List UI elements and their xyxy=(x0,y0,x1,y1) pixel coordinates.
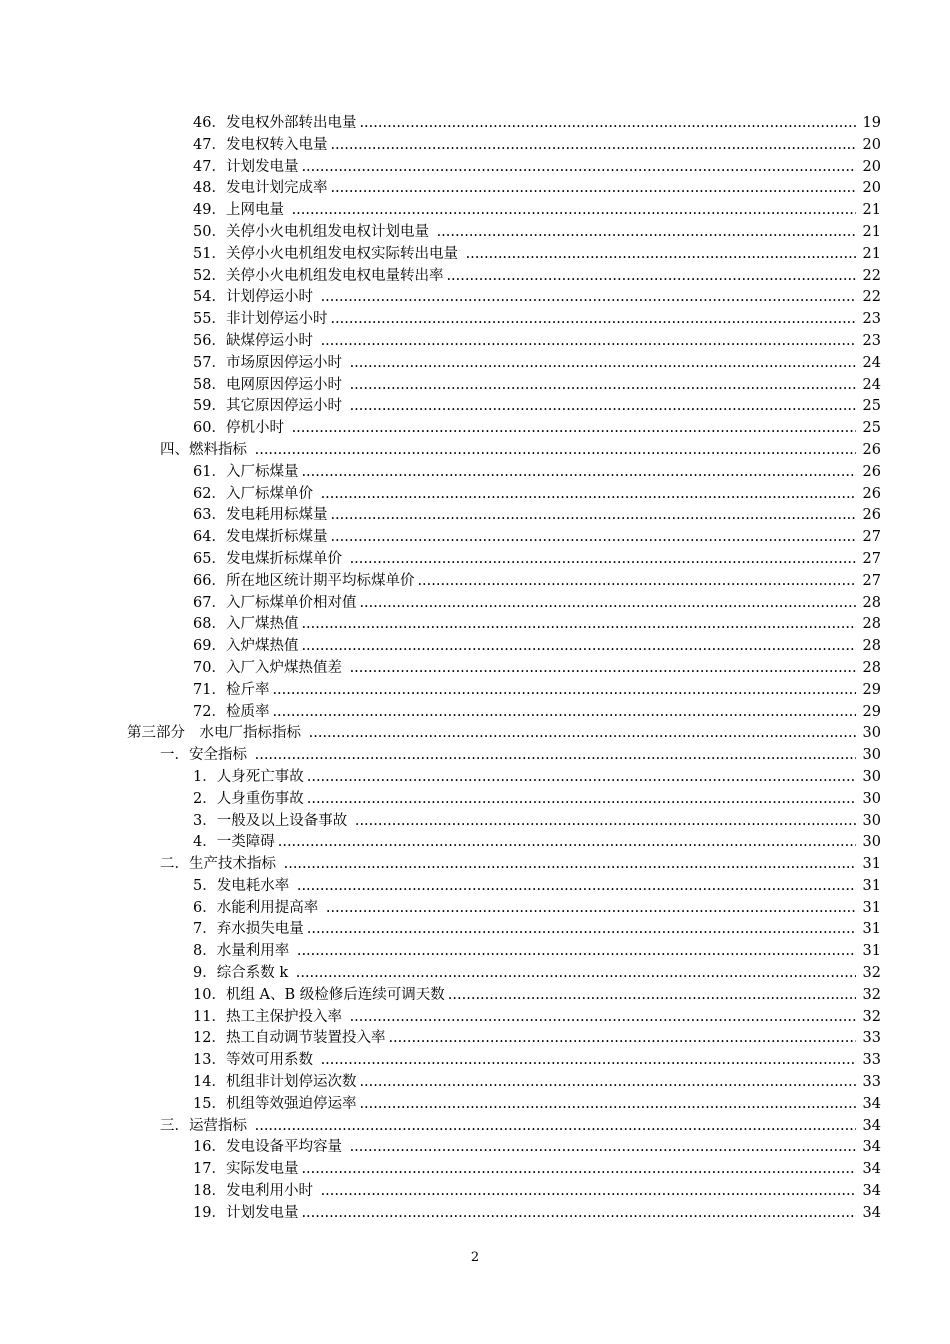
toc-entry-label: 64．发电煤折标煤量 xyxy=(193,529,328,546)
toc-entry-page-number: 34 xyxy=(862,1139,881,1156)
toc-entry-page-number: 24 xyxy=(862,376,881,393)
toc-entry-page-number: 25 xyxy=(862,398,881,415)
toc-entry-page-number: 29 xyxy=(862,681,881,698)
toc-entry-page-number: 23 xyxy=(862,332,881,349)
toc-entry[interactable] xyxy=(0,135,950,157)
toc-entry-label: 48．发电计划完成率 xyxy=(193,180,328,197)
toc-entry-page-number: 31 xyxy=(862,899,881,916)
toc-entry-page-number: 27 xyxy=(862,529,881,546)
toc-entry[interactable] xyxy=(0,353,950,375)
toc-entry-label: 10．机组 A、B 级检修后连续可调天数 xyxy=(193,986,445,1003)
page-number: 2 xyxy=(470,1250,480,1265)
toc-entry-page-number: 31 xyxy=(862,921,881,938)
toc-entry-label: 52．关停小火电机组发电权电量转出率 xyxy=(193,267,444,284)
toc-entry[interactable] xyxy=(0,1028,950,1050)
dot-leader xyxy=(321,1050,856,1072)
toc-entry-page-number: 30 xyxy=(862,790,881,807)
toc-entry-page-number: 33 xyxy=(862,1074,881,1091)
dot-leader xyxy=(278,832,856,854)
toc-entry-label: 三．运营指标 xyxy=(160,1117,252,1134)
dot-leader xyxy=(417,571,856,593)
dot-leader xyxy=(272,680,856,702)
toc-entry-label: 62．入厂标煤单价 xyxy=(193,485,318,502)
toc-entry-page-number: 30 xyxy=(862,725,881,742)
toc-entry-label: 72．检质率 xyxy=(193,703,270,720)
dot-leader xyxy=(301,462,856,484)
dot-leader xyxy=(321,484,856,506)
toc-entry[interactable] xyxy=(0,614,950,636)
dot-leader xyxy=(255,745,856,767)
dot-leader xyxy=(284,854,856,876)
toc-entry-label: 8．水量利用率 xyxy=(193,943,294,960)
toc-entry-label: 58．电网原因停运小时 xyxy=(193,376,347,393)
toc-entry-page-number: 32 xyxy=(862,1008,881,1025)
toc-entry[interactable] xyxy=(0,1050,950,1072)
toc-entry-page-number: 23 xyxy=(862,311,881,328)
dot-leader xyxy=(307,919,856,941)
toc-entry[interactable] xyxy=(0,1072,950,1094)
toc-entry-page-number: 26 xyxy=(862,507,881,524)
toc-entry[interactable] xyxy=(0,309,950,331)
toc-entry[interactable] xyxy=(0,789,950,811)
toc-entry-page-number: 21 xyxy=(862,223,881,240)
toc-entry[interactable] xyxy=(0,1181,950,1203)
dot-leader xyxy=(321,331,856,353)
toc-entry-page-number: 20 xyxy=(862,158,881,175)
toc-entry[interactable] xyxy=(0,636,950,658)
dot-leader xyxy=(330,135,856,157)
toc-entry[interactable] xyxy=(0,1094,950,1116)
dot-leader xyxy=(321,1181,856,1203)
toc-entry-page-number: 31 xyxy=(862,943,881,960)
dot-leader xyxy=(359,1072,856,1094)
toc-entry-label: 7．弃水损失电量 xyxy=(193,921,304,938)
toc-entry-page-number: 24 xyxy=(862,354,881,371)
toc-entry[interactable] xyxy=(0,266,950,288)
toc-entry-label: 19．计划发电量 xyxy=(193,1204,299,1221)
toc-entry[interactable] xyxy=(0,745,950,767)
dot-leader xyxy=(350,658,856,680)
toc-entry[interactable] xyxy=(0,157,950,179)
toc-entry[interactable] xyxy=(0,985,950,1007)
dot-leader xyxy=(255,1116,856,1138)
toc-entry-page-number: 30 xyxy=(862,768,881,785)
dot-leader xyxy=(330,178,856,200)
toc-entry-page-number: 28 xyxy=(862,594,881,611)
toc-entry[interactable] xyxy=(0,1007,950,1029)
toc-entry-page-number: 32 xyxy=(862,965,881,982)
toc-entry-label: 二．生产技术指标 xyxy=(160,856,281,873)
toc-entry[interactable] xyxy=(0,723,950,745)
toc-entry[interactable] xyxy=(0,244,950,266)
toc-entry-label: 4．一类障碍 xyxy=(193,834,275,851)
toc-entry-label: 59．其它原因停运小时 xyxy=(193,398,347,415)
toc-entry-label: 67．入厂标煤单价相对值 xyxy=(193,594,357,611)
dot-leader xyxy=(301,1159,856,1181)
dot-leader xyxy=(330,505,856,527)
dot-leader xyxy=(350,353,856,375)
toc-entry-page-number: 29 xyxy=(862,703,881,720)
dot-leader xyxy=(307,767,856,789)
dot-leader xyxy=(330,309,856,331)
dot-leader xyxy=(359,593,856,615)
toc-entry-page-number: 26 xyxy=(862,463,881,480)
toc-entry-label: 16．发电设备平均容量 xyxy=(193,1139,347,1156)
toc-entry-label: 13．等效可用系数 xyxy=(193,1052,318,1069)
dot-leader xyxy=(297,941,856,963)
toc-entry[interactable] xyxy=(0,331,950,353)
dot-leader xyxy=(448,985,856,1007)
toc-entry-label: 11．热工主保护投入率 xyxy=(193,1008,347,1025)
toc-entry-page-number: 28 xyxy=(862,638,881,655)
toc-entry[interactable] xyxy=(0,898,950,920)
toc-entry[interactable] xyxy=(0,702,950,724)
dot-leader xyxy=(437,222,856,244)
toc-entry-label: 66．所在地区统计期平均标煤单价 xyxy=(193,572,415,589)
toc-entry[interactable] xyxy=(0,593,950,615)
toc-entry[interactable] xyxy=(0,811,950,833)
toc-entry-page-number: 30 xyxy=(862,747,881,764)
toc-entry-page-number: 30 xyxy=(862,812,881,829)
dot-leader xyxy=(330,527,856,549)
toc-entry-label: 49．上网电量 xyxy=(193,202,289,219)
toc-entry-label: 一．安全指标 xyxy=(160,747,252,764)
toc-entry-label: 60．停机小时 xyxy=(193,420,289,437)
toc-entry-page-number: 34 xyxy=(862,1095,881,1112)
dot-leader xyxy=(446,266,856,288)
dot-leader xyxy=(466,244,856,266)
toc-entry-page-number: 22 xyxy=(862,267,881,284)
toc-entry-page-number: 33 xyxy=(862,1052,881,1069)
dot-leader xyxy=(307,789,856,811)
toc-entry[interactable] xyxy=(0,287,950,309)
toc-entry-label: 1．人身死亡事故 xyxy=(193,768,304,785)
toc-entry-page-number: 20 xyxy=(862,136,881,153)
toc-entry-label: 17．实际发电量 xyxy=(193,1161,299,1178)
toc-entry-label: 四、燃料指标 xyxy=(160,441,252,458)
toc-entry-label: 54．计划停运小时 xyxy=(193,289,318,306)
toc-entry-page-number: 26 xyxy=(862,485,881,502)
toc-entry-label: 57．市场原因停运小时 xyxy=(193,354,347,371)
toc-entry[interactable] xyxy=(0,222,950,244)
dot-leader xyxy=(355,811,856,833)
dot-leader xyxy=(301,614,856,636)
toc-entry-page-number: 20 xyxy=(862,180,881,197)
toc-entry-page-number: 33 xyxy=(862,1030,881,1047)
toc-entry-label: 55．非计划停运小时 xyxy=(193,311,328,328)
toc-entry-page-number: 25 xyxy=(862,420,881,437)
dot-leader xyxy=(301,1203,856,1225)
toc-entry-label: 50．关停小火电机组发电权计划电量 xyxy=(193,223,434,240)
dot-leader xyxy=(309,723,856,745)
toc-entry-label: 63．发电耗用标煤量 xyxy=(193,507,328,524)
toc-entry[interactable] xyxy=(0,527,950,549)
toc-entry-label: 69．入炉煤热值 xyxy=(193,638,299,655)
toc-entry[interactable] xyxy=(0,375,950,397)
dot-leader xyxy=(321,287,856,309)
dot-leader xyxy=(255,440,856,462)
toc-entry[interactable] xyxy=(0,854,950,876)
toc-entry[interactable] xyxy=(0,963,950,985)
toc-entry-page-number: 21 xyxy=(862,202,881,219)
toc-entry[interactable] xyxy=(0,1159,950,1181)
dot-leader xyxy=(350,375,856,397)
toc-entry-label: 47．计划发电量 xyxy=(193,158,299,175)
toc-entry[interactable] xyxy=(0,505,950,527)
dot-leader xyxy=(272,702,856,724)
toc-entry-label: 15．机组等效强迫停运率 xyxy=(193,1095,357,1112)
toc-entry[interactable] xyxy=(0,767,950,789)
dot-leader xyxy=(292,418,856,440)
dot-leader xyxy=(292,200,856,222)
toc-entry-label: 9．综合系数 k xyxy=(193,965,293,982)
toc-entry[interactable] xyxy=(0,440,950,462)
toc-entry[interactable] xyxy=(0,396,950,418)
dot-leader xyxy=(350,396,856,418)
toc-entry-label: 12．热工自动调节装置投入率 xyxy=(193,1030,386,1047)
dot-leader xyxy=(350,1137,856,1159)
toc-entry-label: 65．发电煤折标煤单价 xyxy=(193,550,347,567)
toc-entry-label: 6．水能利用提高率 xyxy=(193,899,323,916)
toc-entry-page-number: 31 xyxy=(862,877,881,894)
toc-entry-label: 68．入厂煤热值 xyxy=(193,616,299,633)
toc-entry-label: 第三部分 水电厂指标指标 xyxy=(127,725,306,742)
toc-entry[interactable] xyxy=(0,876,950,898)
toc-entry-page-number: 30 xyxy=(862,834,881,851)
toc-entry[interactable] xyxy=(0,1116,950,1138)
dot-leader xyxy=(359,113,856,135)
toc-entry[interactable] xyxy=(0,1137,950,1159)
toc-entry-page-number: 32 xyxy=(862,986,881,1003)
toc-entry-page-number: 27 xyxy=(862,550,881,567)
toc-entry-page-number: 26 xyxy=(862,441,881,458)
toc-entry[interactable] xyxy=(0,571,950,593)
toc-entry-page-number: 31 xyxy=(862,856,881,873)
toc-entry-page-number: 34 xyxy=(862,1161,881,1178)
toc-entry-page-number: 22 xyxy=(862,289,881,306)
dot-leader xyxy=(296,963,856,985)
dot-leader xyxy=(388,1028,856,1050)
toc-entry-page-number: 28 xyxy=(862,616,881,633)
toc-entry[interactable] xyxy=(0,680,950,702)
toc-entry-page-number: 21 xyxy=(862,245,881,262)
toc-entry[interactable] xyxy=(0,658,950,680)
dot-leader xyxy=(359,1094,856,1116)
toc-entry-label: 51．关停小火电机组发电权实际转出电量 xyxy=(193,245,463,262)
dot-leader xyxy=(301,636,856,658)
toc-entry-label: 14．机组非计划停运次数 xyxy=(193,1074,357,1091)
toc-entry-label: 61．入厂标煤量 xyxy=(193,463,299,480)
toc-entry[interactable] xyxy=(0,549,950,571)
toc-entry[interactable] xyxy=(0,178,950,200)
toc-entry-page-number: 34 xyxy=(862,1117,881,1134)
toc-entry-label: 71．检斤率 xyxy=(193,681,270,698)
toc-entry-page-number: 28 xyxy=(862,659,881,676)
toc-entry[interactable] xyxy=(0,1203,950,1225)
toc-entry-label: 2．人身重伤事故 xyxy=(193,790,304,807)
toc-entry[interactable] xyxy=(0,200,950,222)
toc-entry-page-number: 34 xyxy=(862,1183,881,1200)
toc-entry-label: 3．一般及以上设备事故 xyxy=(193,812,352,829)
toc-entry-label: 47．发电权转入电量 xyxy=(193,136,328,153)
dot-leader xyxy=(350,549,856,571)
toc-entry-label: 5．发电耗水率 xyxy=(193,877,294,894)
toc-entry[interactable] xyxy=(0,919,950,941)
dot-leader xyxy=(301,157,856,179)
toc-entry-page-number: 19 xyxy=(862,115,881,131)
dot-leader xyxy=(297,876,856,898)
toc-entry[interactable] xyxy=(0,941,950,963)
dot-leader xyxy=(350,1007,856,1029)
toc-entry[interactable] xyxy=(0,832,950,854)
dot-leader xyxy=(326,898,856,920)
toc-entry[interactable] xyxy=(0,418,950,440)
toc-entry-label: 46．发电权外部转出电量 xyxy=(193,115,357,131)
toc-entry-label: 70．入厂入炉煤热值差 xyxy=(193,659,347,676)
toc-entry-page-number: 27 xyxy=(862,572,881,589)
toc-entry[interactable] xyxy=(0,484,950,506)
toc-entry-label: 18．发电利用小时 xyxy=(193,1183,318,1200)
table-of-contents xyxy=(0,113,950,1225)
toc-entry-page-number: 34 xyxy=(862,1204,881,1221)
toc-entry-label: 56．缺煤停运小时 xyxy=(193,332,318,349)
toc-entry[interactable] xyxy=(0,462,950,484)
toc-entry[interactable] xyxy=(0,113,950,135)
